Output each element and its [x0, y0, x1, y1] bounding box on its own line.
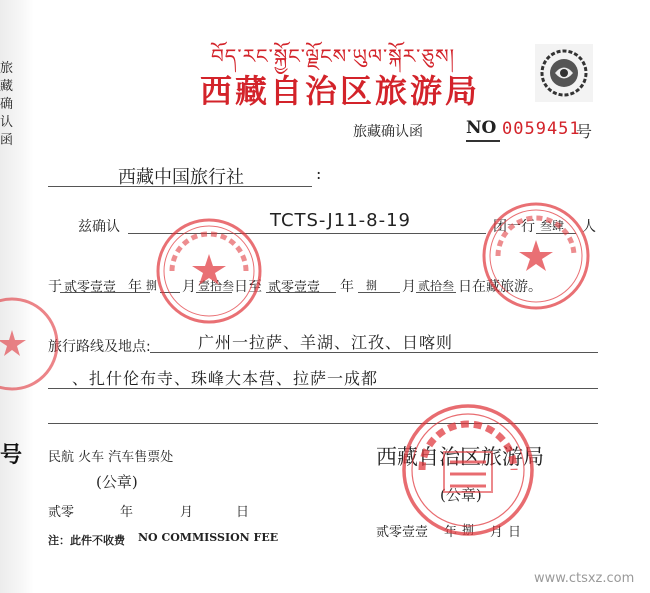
- day-label-2: 日在藏旅游。: [458, 279, 542, 295]
- confirm-label: 兹确认: [78, 219, 120, 235]
- serial-suffix: 号: [576, 122, 593, 141]
- group-count: 叁肆: [540, 219, 565, 233]
- bureau-title: 西藏自治区旅游局: [199, 72, 480, 110]
- stub-stamp-icon: [0, 296, 60, 392]
- stub-number-char: 号: [0, 443, 23, 468]
- route-label: 旅行路线及地点:: [48, 339, 151, 355]
- left-month-label: 月: [180, 505, 194, 520]
- date-prefix: 于: [48, 279, 62, 295]
- watermark: www.ctsxz.com: [534, 571, 635, 586]
- recipient-name: 西藏中国旅行社: [118, 167, 244, 188]
- right-seal-label: (公章): [440, 486, 482, 504]
- no-commission-note: NO COMMISSION FEE: [138, 531, 279, 544]
- tourism-logo-icon: [535, 44, 593, 102]
- serial-number: 0059451: [502, 119, 581, 139]
- official-stamp-icon-2: [480, 200, 592, 312]
- start-year: 贰零壹壹: [64, 280, 117, 295]
- route-line-2: 、扎什伦布寺、珠峰大本营、拉萨一成都: [72, 369, 379, 388]
- person-unit: 人: [582, 219, 596, 235]
- start-day: 壹拾叁: [198, 279, 235, 293]
- bureau-seal-icon: [400, 402, 536, 538]
- fee-note: 注：此件不收费: [48, 534, 125, 547]
- serial-prefix: NO: [466, 118, 497, 138]
- left-date-year: 贰零: [48, 505, 75, 520]
- right-day-label: 日: [508, 525, 522, 540]
- authority-name: 西藏自治区旅游局: [376, 445, 544, 469]
- right-month-label: 月: [490, 525, 504, 540]
- group-label: 团一行: [493, 219, 535, 235]
- official-stamp-icon: [154, 216, 264, 326]
- group-code: TCTS-J11-8-19: [270, 210, 411, 231]
- month-label-1: 月: [182, 279, 196, 295]
- month-label-2: 月: [402, 279, 416, 295]
- end-day: 贰拾叁: [418, 279, 455, 293]
- left-seal-label: (公章): [96, 473, 138, 491]
- year-label-2: 年: [340, 279, 354, 295]
- start-month: 捌: [146, 279, 157, 292]
- left-year-label: 年: [120, 505, 134, 520]
- recipient-colon: :: [316, 164, 322, 183]
- end-month: 捌: [366, 279, 377, 292]
- document-subtitle: 旅藏确认函: [353, 124, 423, 140]
- year-label-1: 年: [128, 279, 142, 295]
- route-line-1: 广州一拉萨、羊湖、江孜、日喀则: [198, 333, 454, 352]
- right-date-year: 贰零壹壹: [376, 525, 429, 540]
- tibetan-title: བོད་རང་སྐྱོང་ལྗོངས་ཡུལ་སྐོར་ཅུས།: [210, 44, 456, 68]
- right-year-label: 年: [444, 525, 458, 540]
- left-day-label: 日: [236, 505, 250, 520]
- day-label-1: 日至: [234, 279, 262, 295]
- stub-title: 旅藏确认函: [0, 61, 14, 148]
- transport-offices: 民航 火车 汽车售票处: [48, 450, 174, 465]
- end-year: 贰零壹壹: [268, 280, 321, 295]
- right-month-value: 捌: [462, 523, 475, 537]
